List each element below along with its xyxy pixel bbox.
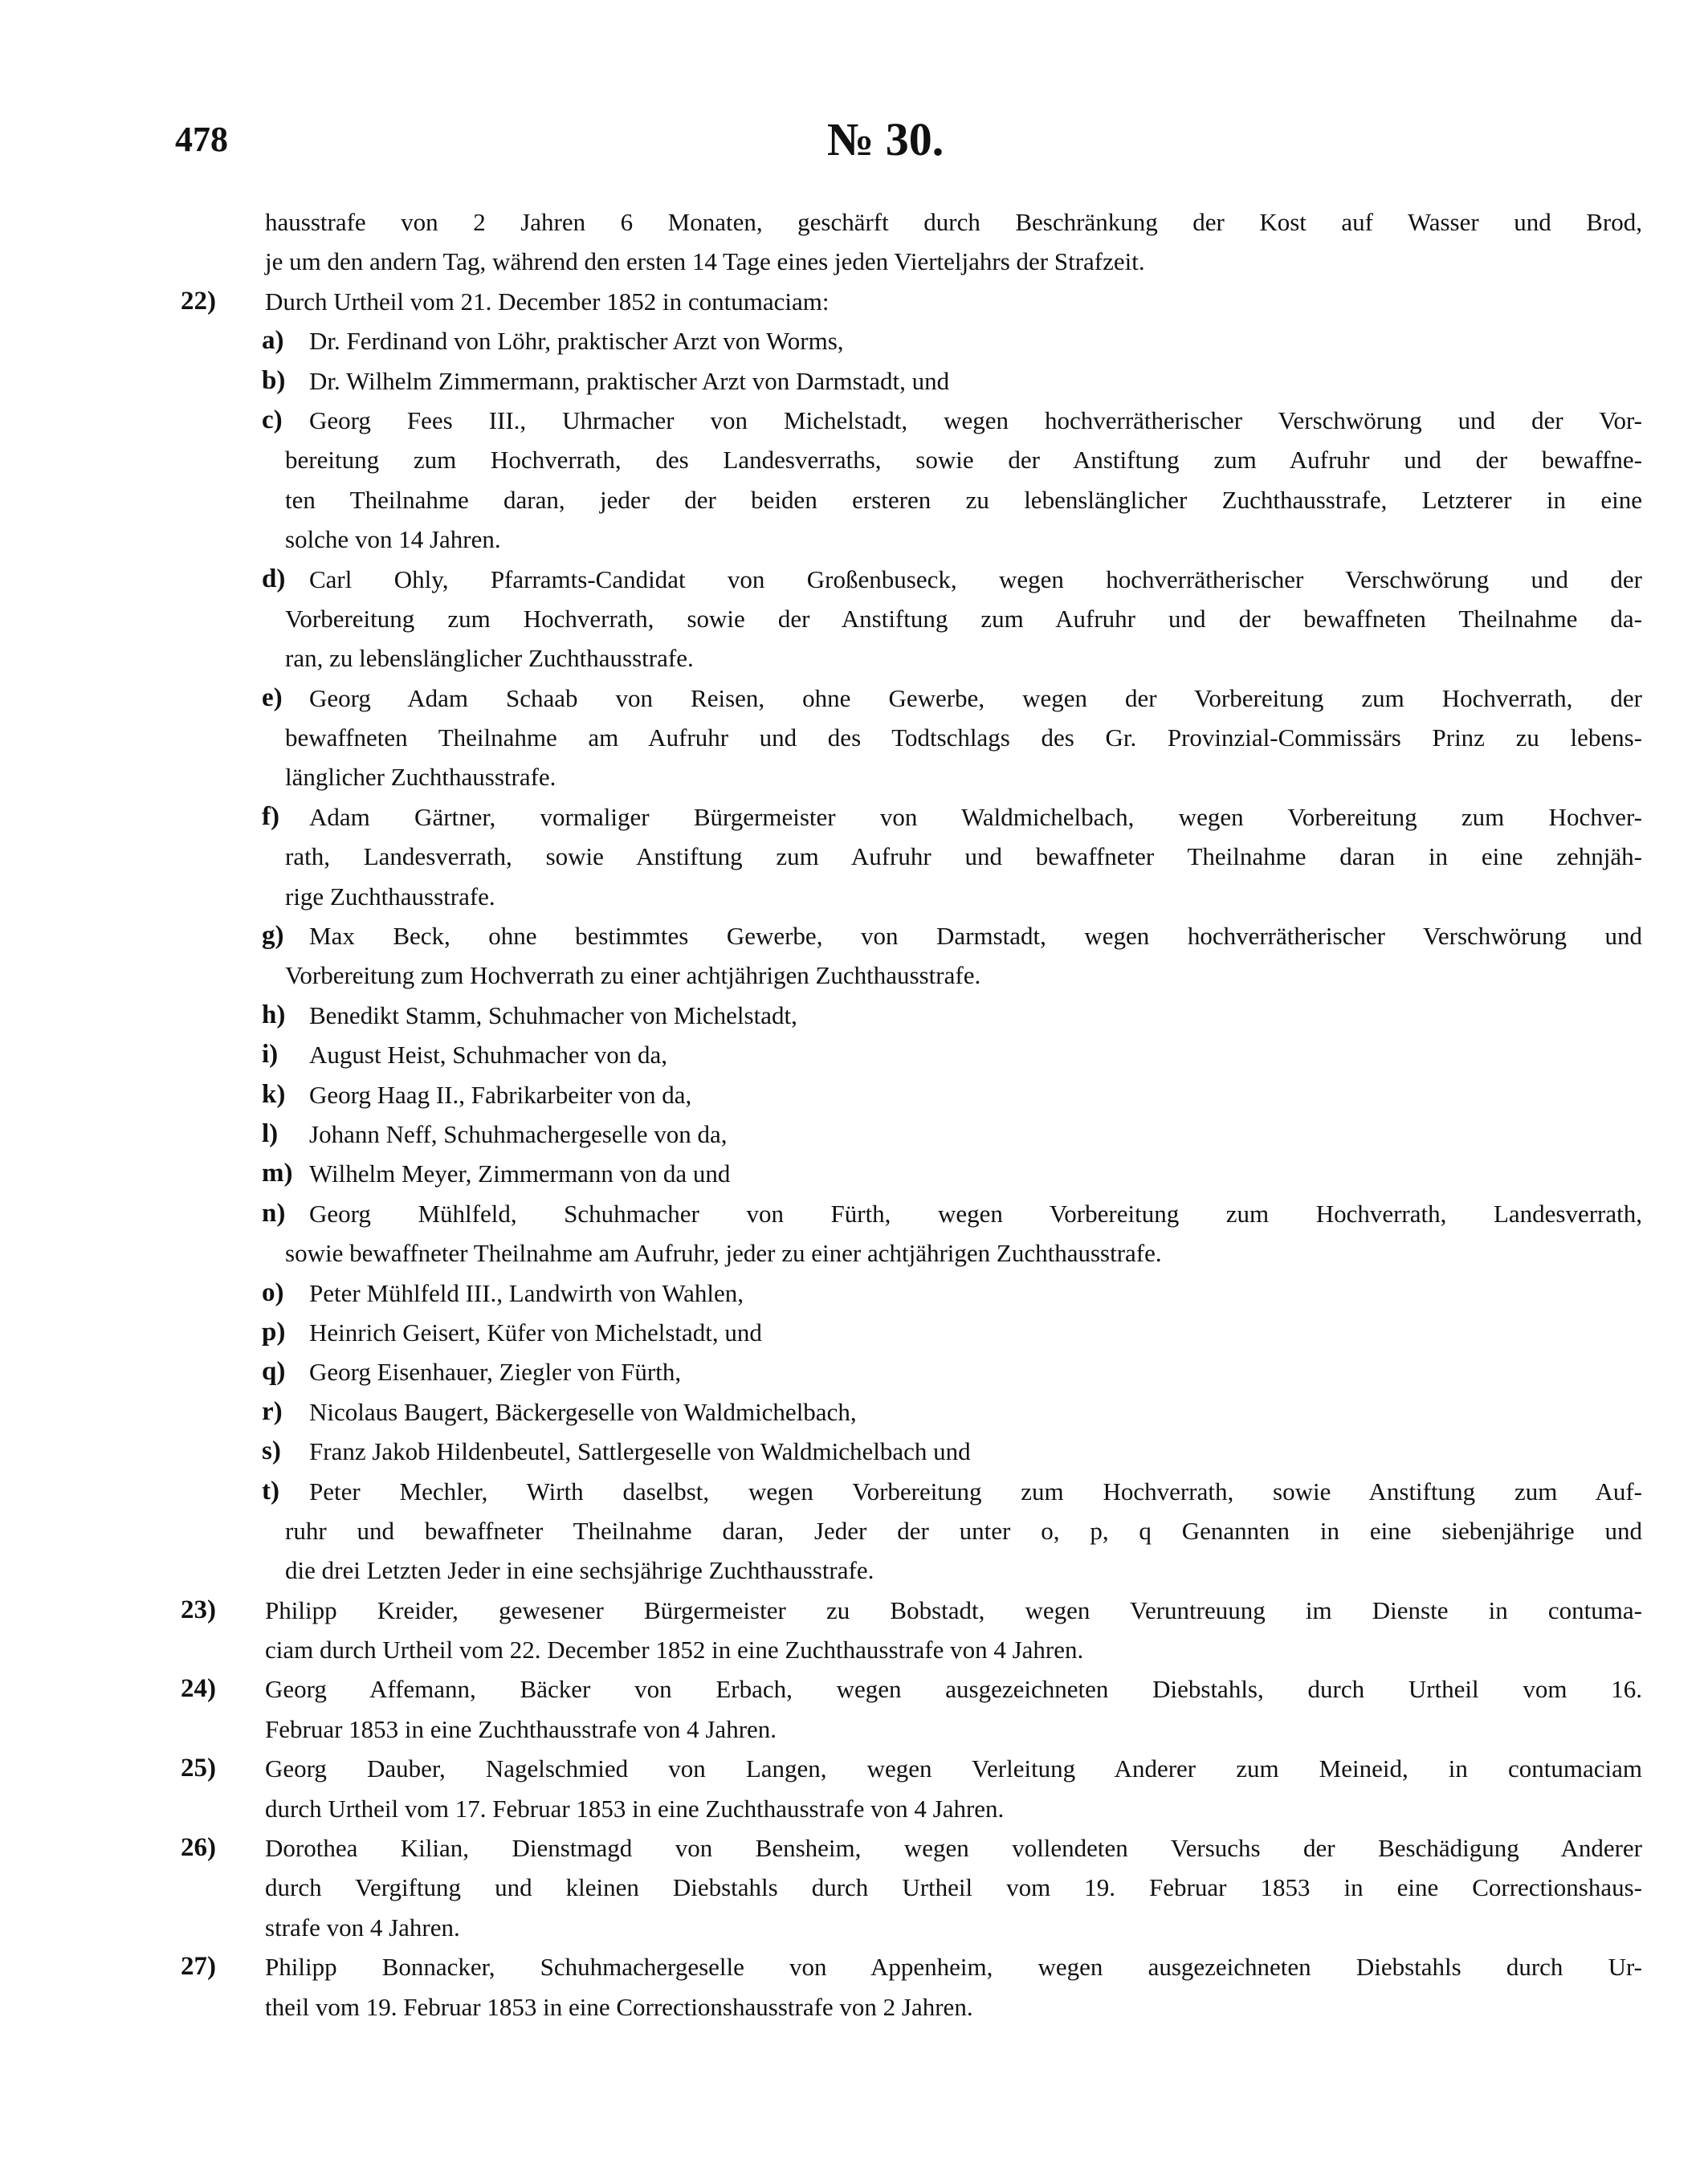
list-item-line [0,1154,1642,1193]
text-line [0,599,1642,638]
text-line [0,480,1642,520]
line-text: Benedikt Stamm, Schuhmacher von Michelstadt, [309,1000,797,1029]
list-item-line [0,1114,1642,1154]
document-body [0,202,1704,2027]
text-line [0,520,1642,559]
list-item-line [0,1392,1642,1432]
text-line [0,242,1642,281]
list-item-line [0,1591,1642,1630]
line-text: Adam Gärtner, vormaliger Bürgermeister von Waldmichelbach, wegen Vorbereitung zum Hochver- [309,802,1642,831]
line-text: je um den andern Tag, während den ersten 14 Tage eines jeden Vierteljahrs der Strafzeit. [265,247,1145,276]
line-text: Georg Haag II., Fabrikarbeiter von da, [309,1080,692,1109]
item-label: e) [262,682,283,712]
line-text: sowie bewaffneter Theilnahme am Aufruhr, jeder zu einer achtjährigen Zuchthausstrafe. [285,1239,1162,1268]
line-text: ruhr und bewaffneter Theilnahme daran, Jeder der unter o, p, q Genannten in eine siebenjährige und [285,1516,1642,1545]
list-item-line [0,1273,1642,1313]
line-text: Wilhelm Meyer, Zimmermann von da und [309,1159,731,1188]
line-text: rath, Landesverrath, sowie Anstiftung zum Aufruhr und bewaffneter Theilnahme daran in eine zehnjäh- [285,842,1642,871]
line-text: hausstrafe von 2 Jahren 6 Monaten, geschärft durch Beschränkung der Kost auf Wasser und Brod, [265,208,1642,236]
line-text: Dorothea Kilian, Dienstmagd von Bensheim, wegen vollendeten Versuchs der Beschädigung Anderer [265,1834,1642,1863]
line-text: ran, zu lebenslänglicher Zuchthausstrafe. [285,644,694,673]
list-item-line [0,1472,1642,1511]
text-line [0,877,1642,916]
text-line [0,837,1642,876]
line-text: Februar 1853 in eine Zuchthausstrafe von 4 Jahren. [265,1714,777,1743]
line-text: durch Urtheil vom 17. Februar 1853 in eine Zuchthausstrafe von 4 Jahren. [265,1794,1005,1823]
line-text: Dr. Wilhelm Zimmermann, praktischer Arzt von Darmstadt, und [309,366,950,395]
issue-number-title: № 30. [827,113,944,165]
text-line [0,1233,1642,1273]
list-item-line [0,1432,1642,1471]
list-item-line [0,1352,1642,1391]
item-label: h) [262,1000,286,1029]
item-label: i) [262,1040,279,1070]
line-text: Georg Mühlfeld, Schuhmacher von Fürth, wegen Vorbereitung zum Hochverrath, Landesverrath, [309,1199,1642,1228]
text-line [0,1868,1642,1907]
list-item-line [0,401,1642,440]
list-item-line [0,282,1642,321]
text-line [0,202,1642,242]
line-text: Heinrich Geisert, Küfer von Michelstadt, und [309,1318,762,1347]
item-label: l) [262,1118,279,1148]
item-label: n) [262,1198,286,1228]
line-text: solche von 14 Jahren. [285,525,501,554]
line-text: bewaffneten Theilnahme am Aufruhr und des Todtschlags des Gr. Provinzial-Commissärs Prinz zu lebens- [285,723,1642,752]
item-label: 24) [181,1674,216,1704]
item-label: 27) [181,1952,216,1982]
line-text: Carl Ohly, Pfarramts-Candidat von Großenbuseck, wegen hochverrätherischer Verschwörung und der [309,564,1642,593]
item-label: m) [262,1159,293,1188]
line-text: Georg Fees III., Uhrmacher von Michelstadt, wegen hochverrätherischer Verschwörung und der Vor- [309,405,1642,434]
line-text: Philipp Bonnacker, Schuhmachergeselle von Appenheim, wegen ausgezeichneten Diebstahls durch Ur- [265,1953,1642,1982]
item-label: b) [262,365,286,395]
list-item-line [0,996,1642,1035]
line-text: durch Vergiftung und kleinen Diebstahls durch Urtheil vom 19. Februar 1853 in eine Correctionshaus- [265,1873,1642,1902]
line-text: ciam durch Urtheil vom 22. December 1852 in eine Zuchthausstrafe von 4 Jahren. [265,1636,1084,1664]
line-text: Georg Affemann, Bäcker von Erbach, wegen ausgezeichneten Diebstahls, durch Urtheil vom 16. [265,1675,1642,1704]
line-text: rige Zuchthausstrafe. [285,882,495,911]
line-text: Vorbereitung zum Hochverrath, sowie der Anstiftung zum Aufruhr und der bewaffneten Theilnahme da- [285,604,1642,633]
item-label: p) [262,1317,286,1347]
line-text: theil vom 19. Februar 1853 in eine Correctionshausstrafe von 2 Jahren. [265,1992,973,2021]
line-text: länglicher Zuchthausstrafe. [285,763,556,792]
line-text: Philipp Kreider, gewesener Bürgermeister zu Bobstadt, wegen Veruntreuung im Dienste in contuma- [265,1595,1642,1624]
item-label: a) [262,326,284,356]
line-text: Dr. Ferdinand von Löhr, praktischer Arzt von Worms, [309,327,844,356]
list-item-line [0,1194,1642,1233]
line-text: Franz Jakob Hildenbeutel, Sattlergeselle von Waldmichelbach und [309,1437,971,1466]
text-line [0,1908,1642,1947]
item-label: d) [262,564,286,593]
line-text: Johann Neff, Schuhmachergeselle von da, [309,1119,728,1148]
list-item-line [0,1075,1642,1114]
line-text: Peter Mühlfeld III., Landwirth von Wahlen, [309,1278,744,1307]
list-item-line [0,797,1642,837]
line-text: Durch Urtheil vom 21. December 1852 in contumaciam: [265,287,830,316]
text-line [0,757,1642,797]
list-item-line [0,560,1642,599]
text-line [0,1709,1642,1749]
item-label: k) [262,1079,286,1109]
list-item-line [0,1749,1642,1788]
line-text: Nicolaus Baugert, Bäckergeselle von Waldmichelbach, [309,1397,857,1426]
line-text: Peter Mechler, Wirth daselbst, wegen Vorbereitung zum Hochverrath, sowie Anstiftung zum Auf- [309,1477,1642,1506]
text-line [0,1511,1642,1550]
list-item-line [0,321,1642,361]
item-label: 22) [181,286,216,316]
item-label: s) [262,1436,281,1466]
line-text: Max Beck, ohne bestimmtes Gewerbe, von Darmstadt, wegen hochverrätherischer Verschwörung und [309,922,1642,951]
line-text: bereitung zum Hochverrath, des Landesverraths, sowie der Anstiftung zum Aufruhr und der bewaffne- [285,446,1642,475]
item-label: g) [262,921,284,951]
text-line [0,440,1642,479]
list-item-line [0,1669,1642,1709]
page-number: 478 [175,120,228,159]
item-label: t) [262,1476,279,1506]
text-line [0,718,1642,757]
text-line [0,638,1642,678]
list-item-line [0,1828,1642,1868]
item-label: 25) [181,1754,216,1783]
text-line [0,1550,1642,1590]
line-text: ten Theilnahme daran, jeder der beiden ersteren zu lebenslänglicher Zuchthausstrafe, Letzterer in eine [285,485,1642,514]
item-label: 23) [181,1595,216,1624]
list-item-line [0,1947,1642,1986]
item-label: r) [262,1396,283,1426]
line-text: August Heist, Schuhmacher von da, [309,1041,667,1070]
line-text: strafe von 4 Jahren. [265,1913,460,1942]
item-label: 26) [181,1833,216,1863]
text-line [0,1987,1642,2027]
item-label: q) [262,1357,286,1387]
text-line [0,956,1642,995]
text-line [0,1630,1642,1669]
line-text: Georg Adam Schaab von Reisen, ohne Gewerbe, wegen der Vorbereitung zum Hochverrath, der [309,683,1642,712]
text-line [0,1789,1642,1828]
line-text: Georg Eisenhauer, Ziegler von Fürth, [309,1358,682,1387]
list-item-line [0,1035,1642,1074]
line-text: die drei Letzten Jeder in eine sechsjährige Zuchthausstrafe. [285,1556,874,1585]
item-label: o) [262,1277,284,1307]
list-item-line [0,1313,1642,1352]
line-text: Georg Dauber, Nagelschmied von Langen, wegen Verleitung Anderer zum Meineid, in contumaciam [265,1754,1642,1783]
list-item-line [0,361,1642,401]
line-text: Vorbereitung zum Hochverrath zu einer achtjährigen Zuchthausstrafe. [285,961,981,990]
list-item-line [0,678,1642,718]
item-label: c) [262,405,283,434]
item-label: f) [262,801,279,831]
list-item-line [0,916,1642,956]
